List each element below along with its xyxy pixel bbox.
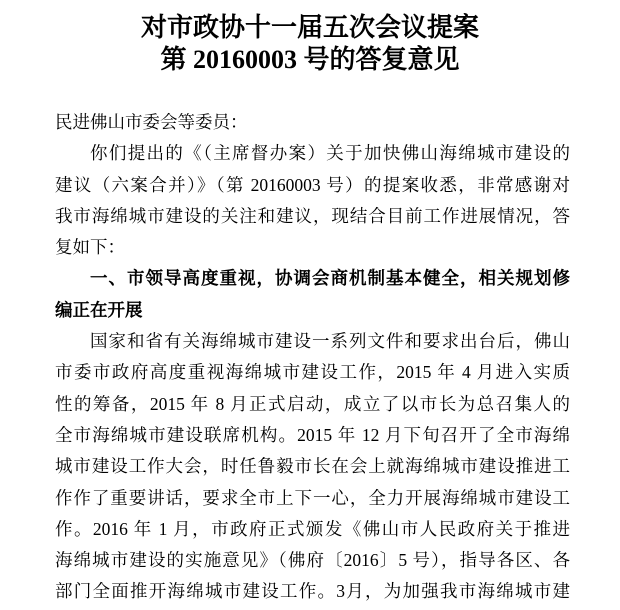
text-line: 部门全面推开海绵城市建设工作。3月，为加强我市海绵城市建 [55,581,570,602]
section-paragraph [55,326,570,608]
document-body [55,107,570,608]
section-heading [55,263,570,326]
document-title [0,12,620,76]
text-line: 市委市政府高度重视海绵城市建设工作，2015 年 4 月进入实质 [55,362,570,383]
text-line: 建议（六案合并）》（第 20160003 号）的提案收悉，非常感谢对 [55,174,570,195]
text-line: 我市海绵城市建设的关注和建议，现结合目前工作进展情况，答 [55,205,570,226]
text-line: 海绵城市建设的实施意见》（佛府〔2016〕5 号），指导各区、各 [55,550,570,571]
text-line: 城市建设工作大会，时任鲁毅市长在会上就海绵城市建设推进工 [55,456,570,477]
document-title-line: 对市政协十一届五次会议提案 [140,13,479,42]
intro-paragraph [55,138,570,263]
text-line: 性的筹备，2015 年 8 月正式启动，成立了以市长为总召集人的 [55,393,570,414]
section-heading-line: 一、市领导高度重视，协调会商机制基本健全，相关规划修 [90,268,570,289]
text-line: 你们提出的《（主席督办案）关于加快佛山海绵城市建设的 [90,143,570,164]
document-title-line: 第 20160003 号的答复意见 [160,45,460,74]
salutation: 民进佛山市委会等委员： [55,112,248,132]
section-heading-line: 编正在开展 [55,299,143,320]
text-line: 作。2016 年 1 月，市政府正式颁发《佛山市人民政府关于推进 [55,518,570,539]
text-line: 复如下： [55,237,125,258]
text-line: 全市海绵城市建设联席机构。2015 年 12 月下旬召开了全市海绵 [55,424,570,445]
text-line: 国家和省有关海绵城市建设一系列文件和要求出台后，佛山 [90,331,570,352]
text-line: 作作了重要讲话，要求全市上下一心，全力开展海绵城市建设工 [55,487,570,508]
